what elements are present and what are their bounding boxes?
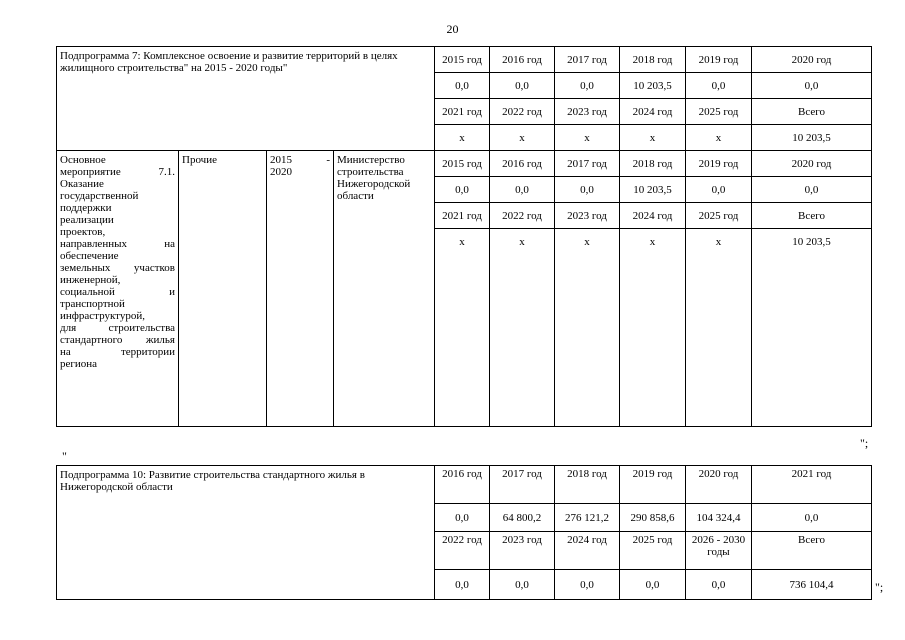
measure-7-1-period: 2015 - 2020 (267, 151, 334, 427)
value-cell: 0,0 (686, 73, 752, 99)
value-cell: х (686, 229, 752, 427)
value-cell: х (555, 229, 620, 427)
closing-quote-mark: "; (875, 580, 884, 594)
measure-7-1-name: Основное мероприятие 7.1. Оказание государственной поддержки реализации проектов, направленных на обеспечение земельных участков инженерной, социальной и транспортной инфраструктурой, для строительства стандартного жилья на территории региона (57, 151, 179, 427)
year-cell: 2019 год (620, 466, 686, 504)
total-header-cell: Всего (752, 203, 872, 229)
value-cell: х (555, 125, 620, 151)
value-cell: 0,0 (490, 570, 555, 600)
total-header-cell: Всего (752, 532, 872, 570)
value-cell: х (490, 125, 555, 151)
value-cell: х (435, 229, 490, 427)
year-cell: 2019 год (686, 151, 752, 177)
year-cell: 2024 год (620, 203, 686, 229)
value-cell: 0,0 (435, 73, 490, 99)
year-cell: 2022 год (435, 532, 490, 570)
year-cell: 2020 год (686, 466, 752, 504)
year-cell: 2016 год (490, 151, 555, 177)
value-cell: 104 324,4 (686, 504, 752, 532)
year-cell: 2025 год (620, 532, 686, 570)
year-cell: 2023 год (490, 532, 555, 570)
measure-7-1-executor: Министерство строительства Нижегородской области (334, 151, 435, 427)
value-cell: х (620, 125, 686, 151)
measure-7-1-category: Прочие (179, 151, 267, 427)
year-cell: 2015 год (435, 151, 490, 177)
budget-table-subprogram-10 (56, 465, 872, 600)
page-number: 20 (446, 22, 459, 36)
value-cell: 0,0 (435, 570, 490, 600)
value-cell: 0,0 (435, 504, 490, 532)
year-cell: 2017 год (555, 151, 620, 177)
value-cell: 0,0 (752, 177, 872, 203)
value-cell: 0,0 (555, 177, 620, 203)
year-cell: 2020 год (752, 47, 872, 73)
closing-quote-mark: "; (860, 436, 869, 450)
year-cell: 2016 год (490, 47, 555, 73)
value-cell: 0,0 (435, 177, 490, 203)
total-value-cell: 10 203,5 (752, 125, 872, 151)
value-cell: х (435, 125, 490, 151)
value-cell: 0,0 (686, 177, 752, 203)
value-cell: 290 858,6 (620, 504, 686, 532)
value-cell: х (620, 229, 686, 427)
value-cell: 0,0 (686, 570, 752, 600)
year-cell: 2021 год (752, 466, 872, 504)
total-header-cell: Всего (752, 99, 872, 125)
year-cell: 2022 год (490, 99, 555, 125)
year-cell: 2015 год (435, 47, 490, 73)
year-cell: 2023 год (555, 203, 620, 229)
year-cell: 2016 год (435, 466, 490, 504)
year-cell: 2025 год (686, 99, 752, 125)
opening-quote-mark: " (62, 449, 67, 463)
value-cell: 10 203,5 (620, 73, 686, 99)
year-cell: 2021 год (435, 203, 490, 229)
value-cell: 64 800,2 (490, 504, 555, 532)
value-cell: 0,0 (490, 177, 555, 203)
year-cell: 2023 год (555, 99, 620, 125)
value-cell: 0,0 (752, 73, 872, 99)
year-cell: 2025 год (686, 203, 752, 229)
value-cell: 0,0 (620, 570, 686, 600)
subprogram-7-title: Подпрограмма 7: Комплексное освоение и развитие территорий в целях жилищного строительства" на 2015 - 2020 годы" (57, 47, 435, 151)
value-cell: 0,0 (555, 570, 620, 600)
year-cell: 2018 год (620, 151, 686, 177)
year-cell: 2022 год (490, 203, 555, 229)
year-cell: 2017 год (490, 466, 555, 504)
value-cell: х (686, 125, 752, 151)
year-cell: 2018 год (620, 47, 686, 73)
year-cell: 2021 год (435, 99, 490, 125)
year-cell: 2026 - 2030 годы (686, 532, 752, 570)
year-cell: 2020 год (752, 151, 872, 177)
budget-table-subprogram-7 (56, 46, 872, 427)
total-value-cell: 736 104,4 (752, 570, 872, 600)
value-cell: 0,0 (490, 73, 555, 99)
year-cell: 2019 год (686, 47, 752, 73)
year-cell: 2018 год (555, 466, 620, 504)
total-value-cell: 10 203,5 (752, 229, 872, 427)
value-cell: 0,0 (555, 73, 620, 99)
year-cell: 2017 год (555, 47, 620, 73)
value-cell: 10 203,5 (620, 177, 686, 203)
value-cell: 276 121,2 (555, 504, 620, 532)
value-cell: 0,0 (752, 504, 872, 532)
year-cell: 2024 год (620, 99, 686, 125)
year-cell: 2024 год (555, 532, 620, 570)
value-cell: х (490, 229, 555, 427)
subprogram-10-title: Подпрограмма 10: Развитие строительства стандартного жилья в Нижегородской области (57, 466, 435, 600)
